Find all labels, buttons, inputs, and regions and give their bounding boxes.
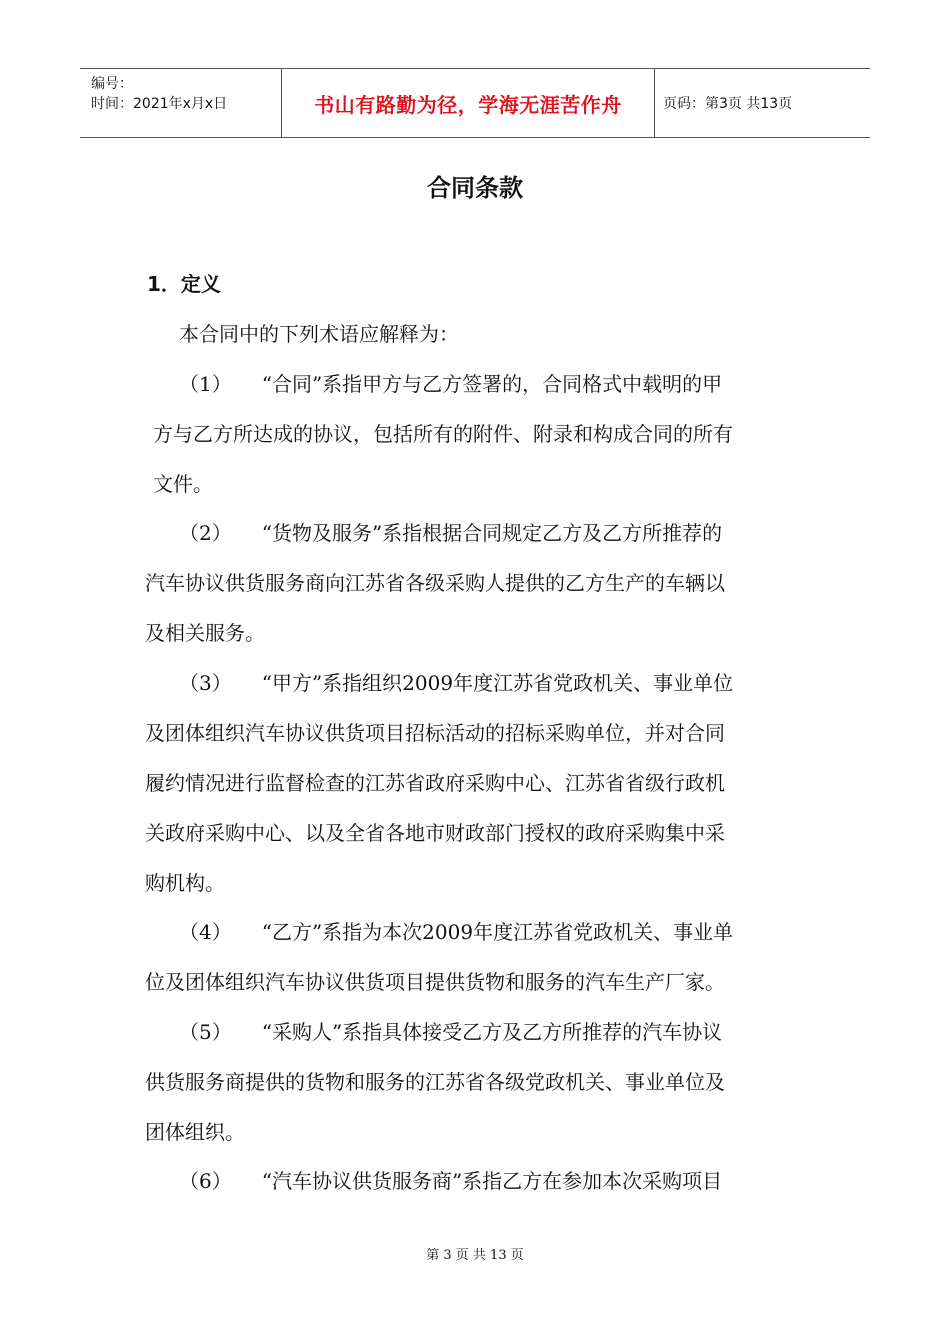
text-line: 文件。 xyxy=(153,472,213,496)
header-meta xyxy=(80,69,281,137)
text-line: 及相关服务。 xyxy=(145,621,265,645)
text-line: （4） “乙方”系指为本次2009年度江苏省党政机关、事业单 xyxy=(179,920,734,944)
text-line: 供货服务商提供的货物和服务的江苏省各级党政机关、事业单位及 xyxy=(145,1070,725,1094)
section-heading: 1．定义 xyxy=(147,272,221,296)
text-line: 购机构。 xyxy=(145,871,225,895)
text-line: 位及团体组织汽车协议供货项目提供货物和服务的汽车生产厂家。 xyxy=(145,970,725,994)
text-line: 本合同中的下列术语应解释为： xyxy=(179,322,459,346)
text-line: 及团体组织汽车协议供货项目招标活动的招标采购单位，并对合同 xyxy=(145,721,725,745)
page-header xyxy=(80,68,870,138)
header-motto: 书山有路勤为径，学海无涯苦作舟 xyxy=(281,69,655,137)
text-line: 团体组织。 xyxy=(145,1120,245,1144)
time-label: 时间：2021年x月x日 xyxy=(91,96,228,112)
text-line: （2） “货物及服务”系指根据合同规定乙方及乙方所推荐的 xyxy=(179,521,723,545)
text-line: （3） “甲方”系指组织2009年度江苏省党政机关、事业单位 xyxy=(179,671,734,695)
text-line: 履约情况进行监督检查的江苏省政府采购中心、江苏省省级行政机 xyxy=(145,771,725,795)
header-page-info: 页码：第3页 共13页 xyxy=(663,96,793,112)
text-line: （5） “采购人”系指具体接受乙方及乙方所推荐的汽车协议 xyxy=(179,1020,723,1044)
number-label: 编号： xyxy=(91,76,133,92)
text-line: （6） “汽车协议供货服务商”系指乙方在参加本次采购项目 xyxy=(179,1169,723,1193)
text-line: 方与乙方所达成的协议，包括所有的附件、附录和构成合同的所有 xyxy=(153,422,733,446)
text-line: 汽车协议供货服务商向江苏省各级采购人提供的乙方生产的车辆以 xyxy=(145,571,725,595)
page-footer: 第 3 页 共 13 页 xyxy=(426,1248,524,1263)
text-line: 关政府采购中心、以及全省各地市财政部门授权的政府采购集中采 xyxy=(145,821,725,845)
text-line: （1） “合同”系指甲方与乙方签署的，合同格式中载明的甲 xyxy=(179,372,723,396)
document-title: 合同条款 xyxy=(427,174,523,202)
